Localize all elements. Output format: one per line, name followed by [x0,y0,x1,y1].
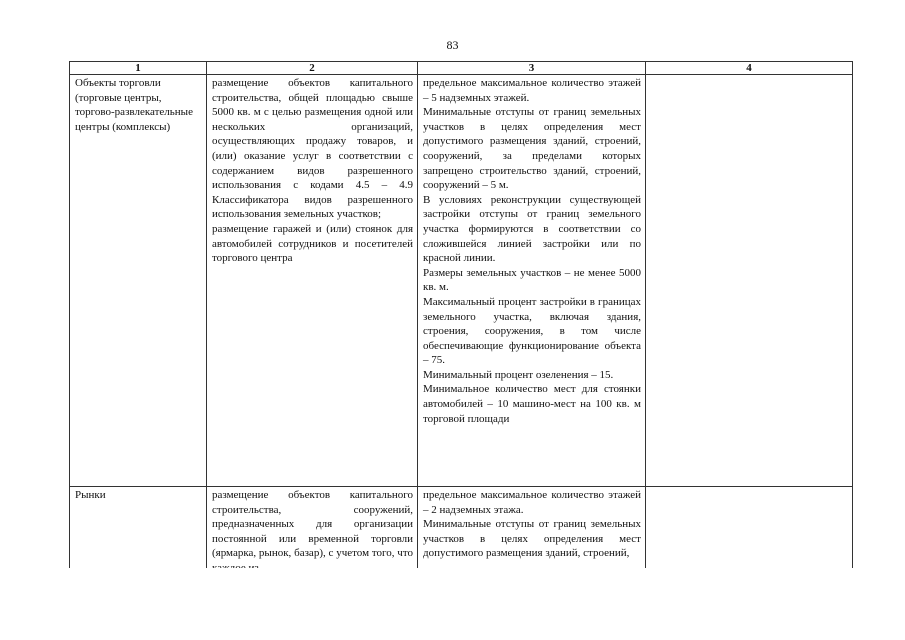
parameter-paragraph: Минимальные отступы от границ земельных участков в целях определения мест допустимого размещения зданий, строений, сооружений, за пределами которых запрещено строительство зданий, строений, сооружений – 5 м. [423,106,641,192]
header-col-2: 2 [207,62,418,75]
use-type-label: Объекты торговли (торговые центры, торгово-развлекательные центры (комплексы) [75,77,193,133]
parameter-paragraph: Минимальное количество мест для стоянки автомобилей – 10 машино-мест на 100 кв. м торговой площади [423,383,641,425]
parameter-paragraph: предельное максимальное количество этажей – 5 надземных этажей. [423,77,641,104]
cell-parameters [418,75,646,487]
parameter-paragraph: Максимальный процент застройки в границах земельного участка, включая здания, строения, сооружения, в том числе обеспечивающие функционирование объекта – 75. [423,295,641,367]
zoning-table [69,61,853,579]
header-col-4: 4 [646,62,853,75]
cell-notes [646,75,853,487]
page-number: 83 [446,38,459,52]
table-header-row [70,62,853,75]
page-bottom-margin [0,568,905,640]
parameter-paragraph: Минимальный процент озеленения – 15. [423,368,614,381]
description-paragraph: размещение гаражей и (или) стоянок для автомобилей сотрудников и посетителей торгового центра [212,222,413,265]
use-type-label: Рынки [75,489,106,501]
cell-parameters [418,487,646,579]
parameter-paragraph: Минимальные отступы от границ земельных участков в целях определения мест допустимого размещения зданий, строений, [423,518,641,560]
description-paragraph: размещение объектов капитального строительства, сооружений, предназначенных для организации постоянной или временной торговли (ярмарка, рынок, базар), с учетом того, что [212,489,413,560]
header-col-3: 3 [418,62,646,75]
parameter-paragraph: В условиях реконструкции существующей застройки отступы от границ земельного участка формируются в соответствии со сложившейся линией застройки или по красной линии. [423,193,641,265]
cell-use-description [207,75,418,487]
header-col-1: 1 [70,62,207,75]
table-row [70,75,853,487]
cell-use-description [207,487,418,579]
cell-use-type [70,75,207,487]
cell-use-type [70,487,207,579]
table-row [70,487,853,579]
parameter-paragraph: Размеры земельных участков – не менее 5000 кв. м. [423,266,641,294]
parameter-paragraph: предельное максимальное количество этажей – 2 надземных этажа. [423,489,641,516]
description-paragraph: размещение объектов капитального строительства, общей площадью свыше 5000 кв. м с целью размещения одной или нескольких организаций, осуществляющих продажу товаров, и (или) оказание услуг в соответствии с содержанием видов разрешенного использования с кодами 4.5 – 4.9 Классификатора видов разрешенного использования земельных участков; [212,77,413,221]
cell-notes [646,487,853,579]
